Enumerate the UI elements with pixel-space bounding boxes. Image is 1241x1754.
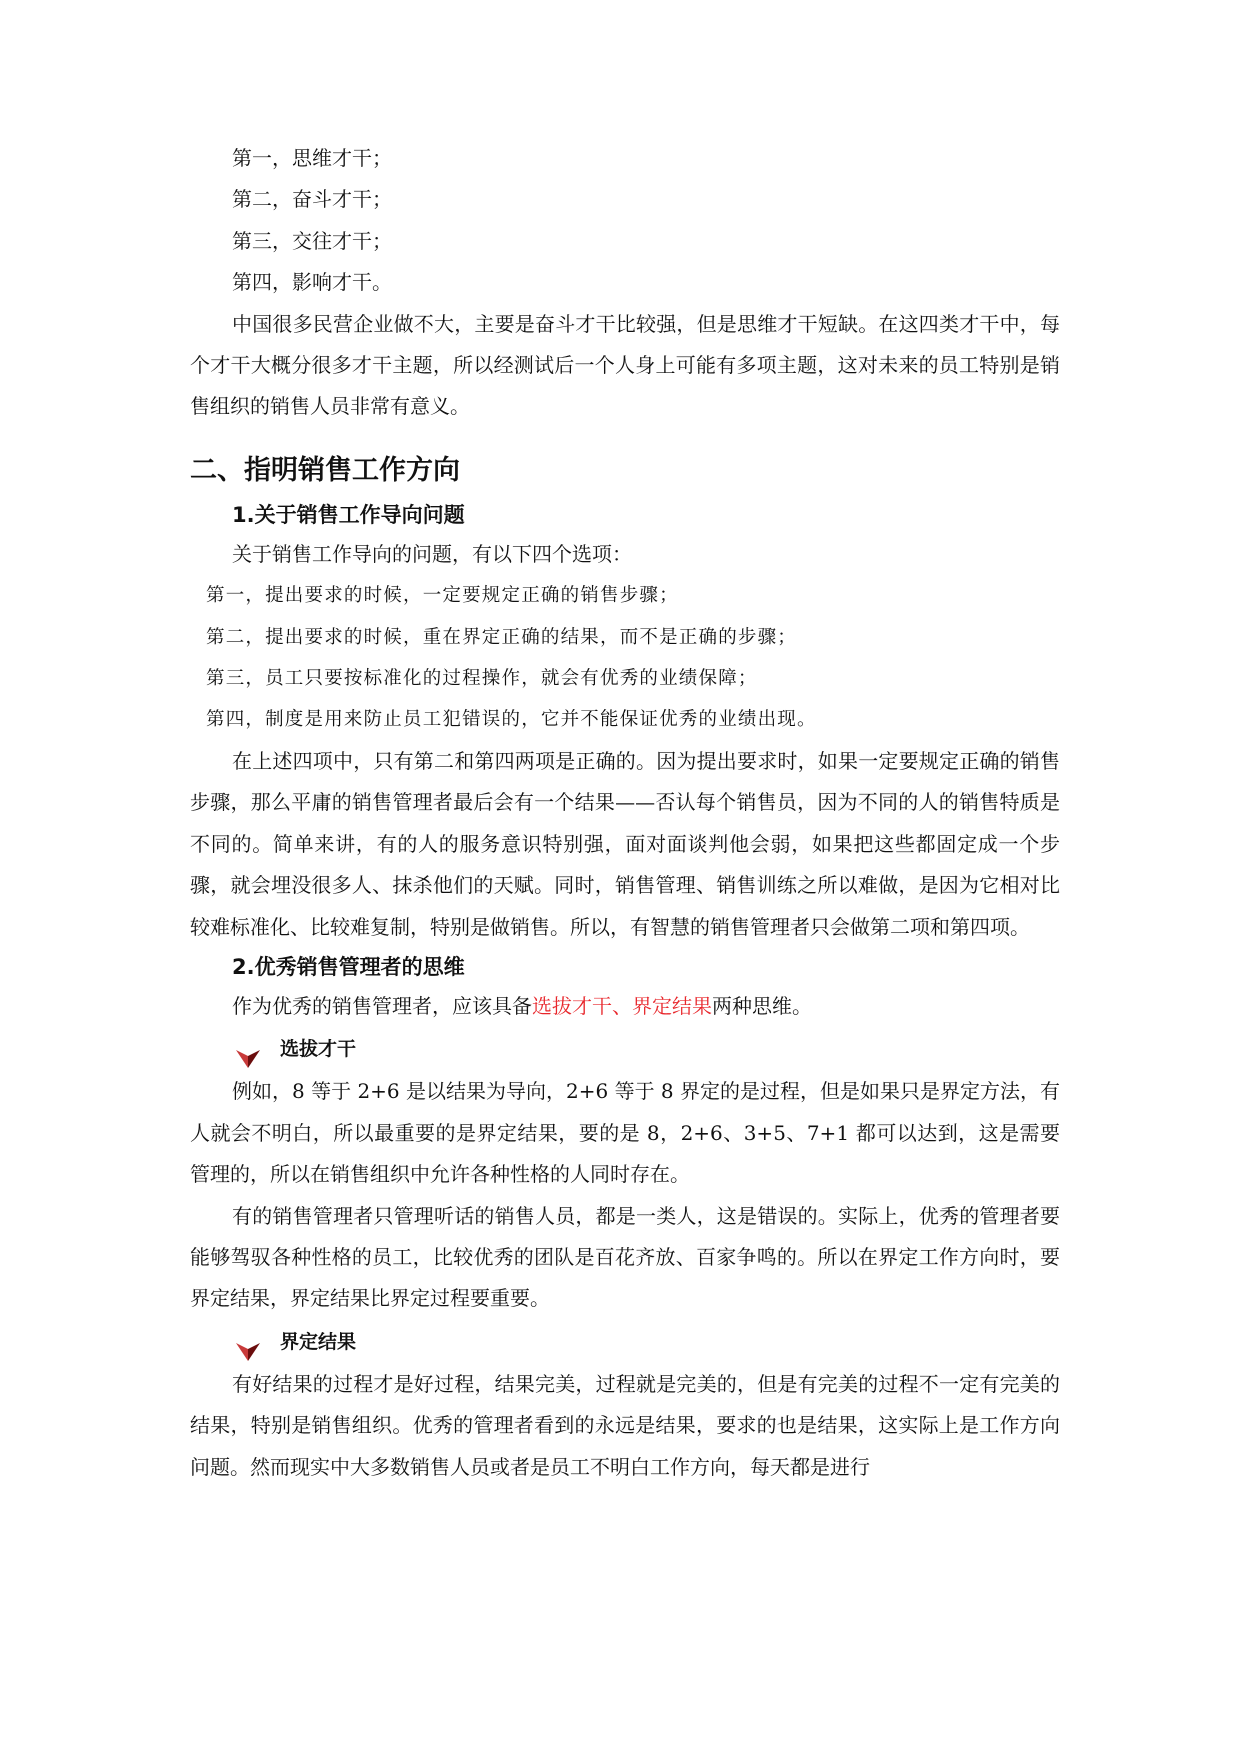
option-2: 第二，提出要求的时候，重在界定正确的结果，而不是正确的步骤； <box>206 626 798 648</box>
option-3: 第三，员工只要按标准化的过程操作，就会有优秀的业绩保障； <box>206 668 758 690</box>
subheading-2: 2.优秀销售管理者的思维 <box>232 954 465 979</box>
bullet-heading-define-result <box>190 1320 1060 1364</box>
paragraph-diversity: 有的销售管理者只管理听话的销售人员，都是一类人，这是错误的。实际上，优秀的管理者要能够驾驭各种性格的员工，比较优秀的团队是百花齐放、百家争鸣的。所以在界定工作方向时，要界定结果，界定结果比界定过程要重要。 <box>190 1203 1060 1311</box>
option-1: 第一，提出要求的时候，一定要规定正确的销售步骤； <box>206 585 679 607</box>
options-intro: 关于销售工作导向的问题，有以下四个选项： <box>232 541 632 566</box>
bullet-heading-label: 界定结果 <box>280 1330 357 1353</box>
bullet-heading-select-talent <box>190 1027 1060 1071</box>
paragraph-example: 例如，8 等于 2+6 是以结果为导向，2+6 等于 8 界定的是过程，但是如果只是界定方法，有人就会不明白，所以最重要的是界定结果，要的是 8，2+6、3+5、7+1 都可以达到，这是需要管理的，所以在销售组织中允许各种性格的人同时存在。 <box>190 1079 1061 1187</box>
section-heading-2: 二、指明销售工作方向 <box>190 454 460 486</box>
subheading-1: 1.关于销售工作导向问题 <box>232 502 465 527</box>
list-item-3: 第三，交往才干； <box>232 228 392 253</box>
option-4: 第四，制度是用来防止员工犯错误的，它并不能保证优秀的业绩出现。 <box>206 709 817 731</box>
intro-highlight: 选拔才干、界定结果 <box>532 993 712 1018</box>
list-item-1: 第一，思维才干； <box>232 146 392 170</box>
intro-before: 作为优秀的销售管理者，应该具备 <box>232 993 532 1018</box>
document-page <box>190 138 1060 1488</box>
thinking-intro <box>190 986 1060 1027</box>
paragraph-result: 有好结果的过程才是好过程，结果完美，过程就是完美的，但是有完美的过程不一定有完美的结果，特别是销售组织。优秀的管理者看到的永远是结果，要求的也是结果，这实际上是工作方向问题。然而现实中大多数销售人员或者是员工不明白工作方向，每天都是进行 <box>190 1371 1060 1479</box>
paragraph-talents: 中国很多民营企业做不大，主要是奋斗才干比较强，但是思维才干短缺。在这四类才干中，每个才干大概分很多才干主题，所以经测试后一个人身上可能有多项主题，这对未来的员工特别是销售组织的销售人员非常有意义。 <box>190 311 1060 419</box>
arrow-down-icon <box>236 1333 260 1351</box>
paragraph-analysis: 在上述四项中，只有第二和第四两项是正确的。因为提出要求时，如果一定要规定正确的销售步骤，那么平庸的销售管理者最后会有一个结果——否认每个销售员，因为不同的人的销售特质是不同的。简单来讲，有的人的服务意识特别强，面对面谈判他会弱，如果把这些都固定成一个步骤，就会埋没很多人、抹杀他们的天赋。同时，销售管理、销售训练之所以难做，是因为它相对比较难标准化、比较难复制，特别是做销售。所以，有智慧的销售管理者只会做第二项和第四项。 <box>190 748 1060 939</box>
arrow-down-icon <box>236 1040 260 1058</box>
list-item-4: 第四，影响才干。 <box>232 270 392 295</box>
bullet-heading-label: 选拔才干 <box>280 1038 357 1061</box>
intro-after: 两种思维。 <box>712 993 812 1018</box>
list-item-2: 第二，奋斗才干； <box>232 187 392 212</box>
